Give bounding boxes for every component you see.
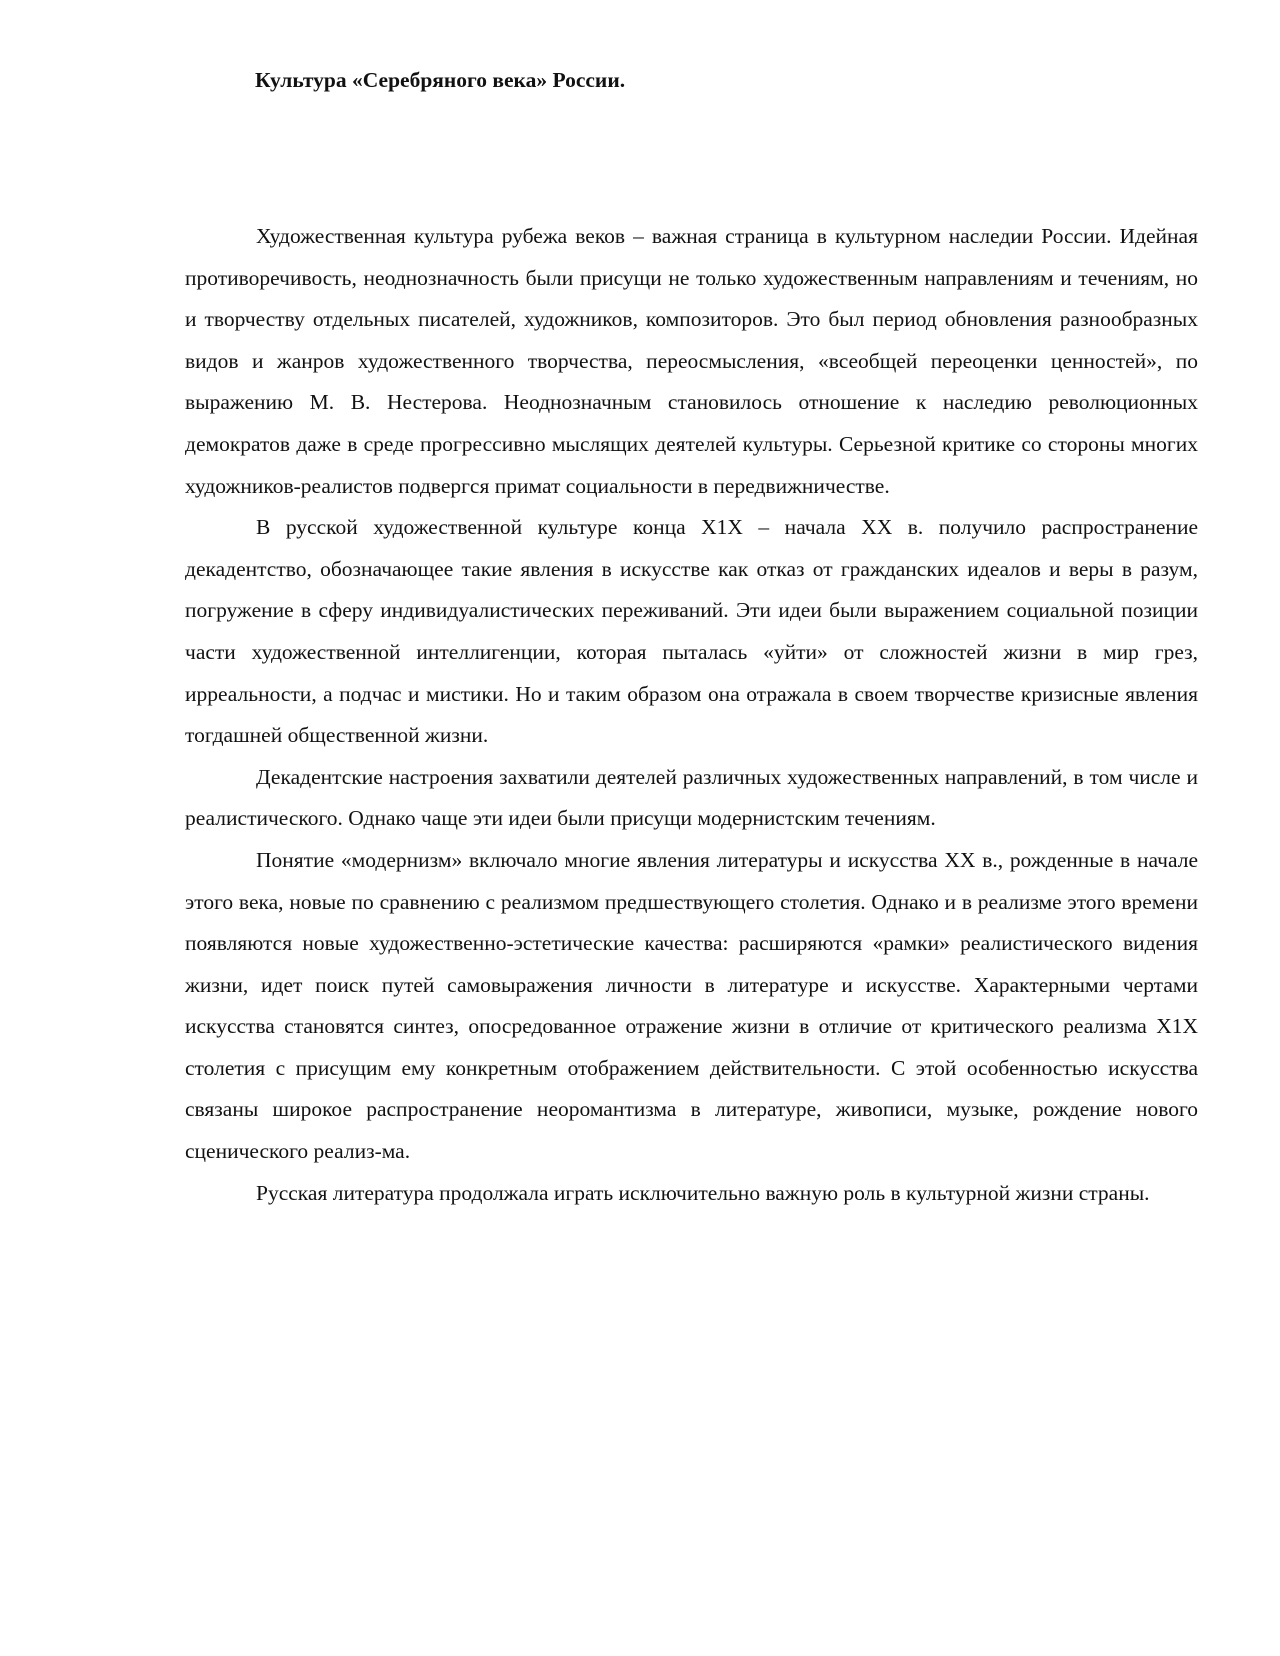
paragraph-5: Русская литература продолжала играть исключительно важную роль в культурной жизни страны. xyxy=(256,1180,1150,1205)
paragraph-2: В русской художественной культуре конца Х1Х – начала ХХ в. получило распространение декадентство, обозначающее такие явления в искусстве как отказ от гражданских идеалов и веры в разум, погружение в сферу индивидуалистических переживаний. Эти идеи были выражением социальной позиции части художественной интеллигенции, которая пыталась «уйти» от сложностей жизни в мир грез, ирреальности, а подчас и мистики. Но и таким образом она отражала в своем творчестве кризисные явления тогдашней общественной жизни. xyxy=(185,515,1198,748)
document-title: Культура «Серебряного века» России. xyxy=(255,68,626,92)
paragraph-3: Декадентские настроения захватили деятелей различных художественных направлений, в том числе и реалистического. Однако чаще эти идеи были присущи модернистским течениям. xyxy=(185,764,1198,831)
paragraph-1: Художественная культура рубежа веков – важная страница в культурном наследии России. Идейная противоречивость, неоднозначность были присущи не только художественным направлениям и течениям, но и творчеству отдельных писателей, художников, композиторов. Это был период обновления разнообразных видов и жанров художественного творчества, переосмысления, «всеобщей переоценки ценностей», по выражению М. В. Нестерова. Неоднозначным становилось отношение к наследию революционных демократов даже в среде прогрессивно мыслящих деятелей культуры. Серьезной критике со стороны многих художников-реалистов подвергся примат социальности в передвижничестве. xyxy=(185,224,1198,498)
document-body xyxy=(185,216,1198,1214)
paragraph-4: Понятие «модернизм» включало многие явления литературы и искусства ХХ в., рожденные в начале этого века, новые по сравнению с реализмом предшествующего столетия. Однако и в реализме этого времени появляются новые художественно-эстетические качества: расширяются «рамки» реалистического видения жизни, идет поиск путей самовыражения личности в литературе и искусстве. Характерными чертами искусства становятся синтез, опосредованное отражение жизни в отличие от критического реализма Х1Х столетия с присущим ему конкретным отображением действительности. С этой особенностью искусства связаны широкое распространение неоромантизма в литературе, живописи, музыке, рождение нового сценического реализ-ма. xyxy=(185,847,1198,1164)
